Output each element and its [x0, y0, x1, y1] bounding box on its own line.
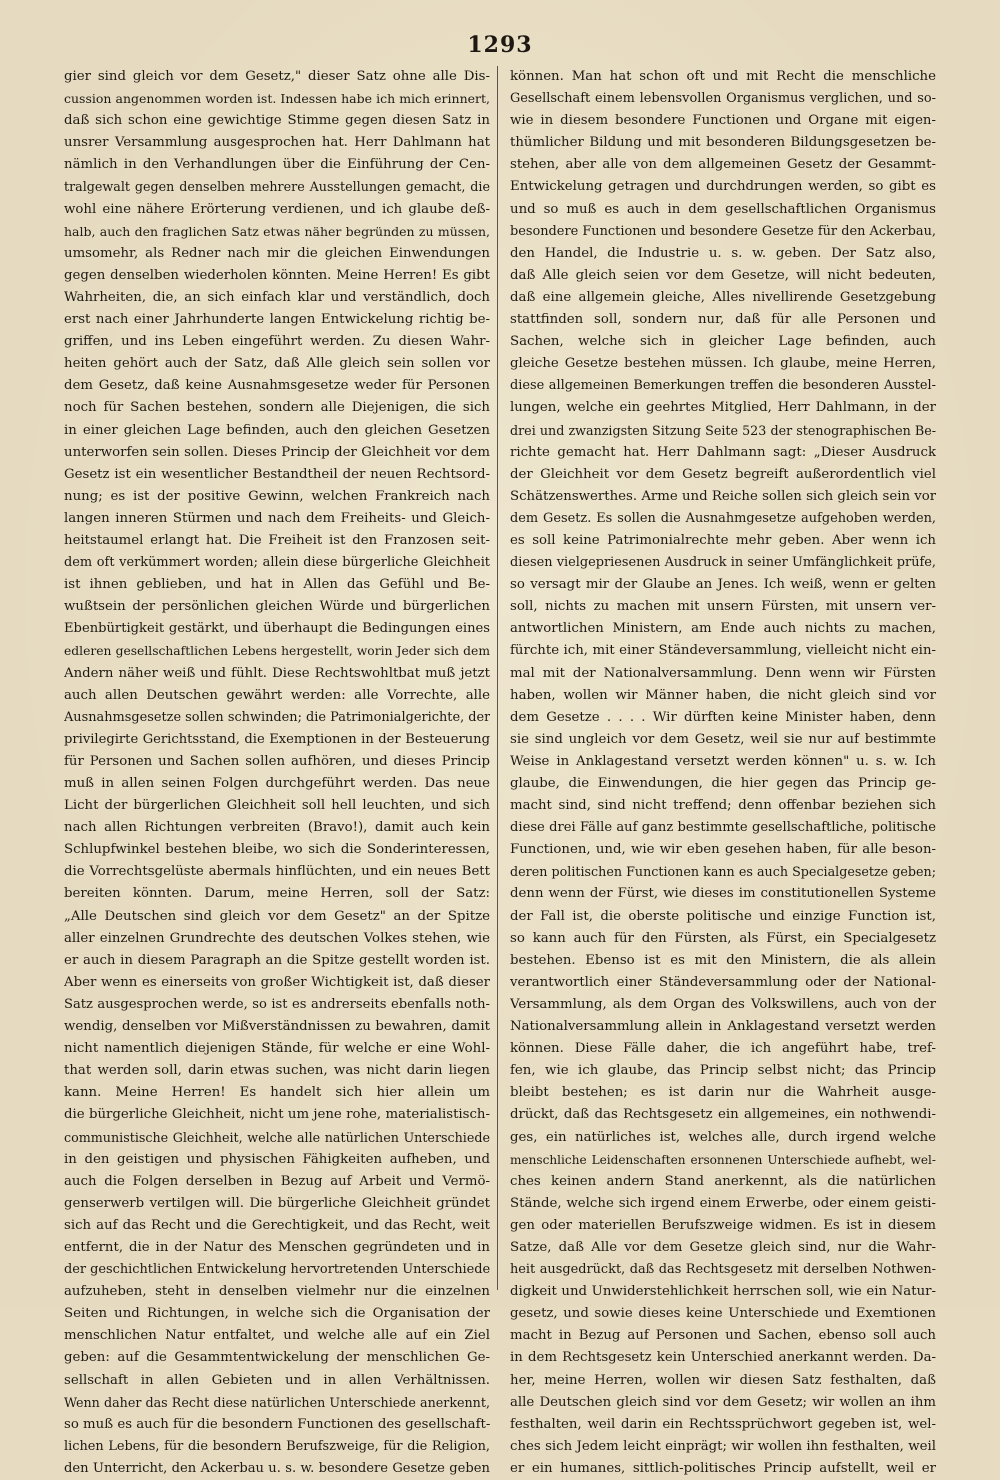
- text-line: es soll keine Patrimonialrechte mehr geben. Aber wenn ich: [510, 532, 936, 548]
- text-line: fen, wie ich glaube, das Princip selbst nicht; das Princip: [510, 1063, 936, 1079]
- text-line: Schlupfwinkel bestehen bleibe, wo sich die Sonderinteressen,: [64, 842, 490, 858]
- text-line: so kann auch für den Fürsten, als Fürst, ein Specialgesetz: [510, 930, 936, 946]
- text-line: Aber wenn es einerseits von großer Wichtigkeit ist, daß dieser: [64, 974, 490, 990]
- text-line: Schätzenswerthes. Arme und Reiche sollen sich gleich sein vor: [510, 488, 936, 504]
- text-line: Ausnahmsgesetze sollen schwinden; die Patrimonialgerichte, der: [64, 709, 490, 725]
- text-line: soll, nichts zu machen mit unsern Fürsten, mit unsern ver-: [510, 599, 936, 615]
- text-line: that werden soll, darin etwas suchen, was nicht darin liegen: [64, 1063, 490, 1079]
- text-line: wie in diesem besondere Functionen und Organe mit eigen-: [510, 113, 936, 129]
- text-line: dem oft verkümmert worden; allein diese bürgerliche Gleichheit: [64, 555, 490, 571]
- text-line: er auch in diesem Paragraph an die Spitze gestellt worden ist.: [64, 952, 490, 968]
- text-line: verantwortlich einer Ständeversammlung oder der National-: [510, 974, 936, 990]
- text-line: Versammlung, als dem Organ des Volkswillens, auch von der: [510, 996, 936, 1012]
- text-line: Sachen, welche sich in gleicher Lage befinden, auch: [510, 334, 936, 350]
- text-line: langen inneren Stürmen und nach dem Freiheits- und Gleich-: [64, 510, 490, 526]
- right-column: [510, 66, 936, 1480]
- text-line: Licht der bürgerlichen Gleichheit soll hell leuchten, und sich: [64, 798, 490, 814]
- text-line: wendig, denselben vor Mißverständnissen zu bewahren, damit: [64, 1019, 490, 1035]
- text-line: den Handel, die Industrie u. s. w. geben. Der Satz also,: [510, 245, 936, 261]
- text-line: glaube, die Einwendungen, die hier gegen das Princip ge-: [510, 776, 936, 791]
- text-line: geben: auf die Gesammtentwickelung der menschlichen Ge-: [64, 1350, 490, 1366]
- text-line: menschlichen Natur entfaltet, und welche alle auf ein Ziel: [64, 1328, 490, 1344]
- text-line: die Vorrechtsgelüste abermals hinflüchten, und ein neues Bett: [64, 864, 490, 880]
- text-line: communistische Gleichheit, welche alle natürlichen Unterschiede: [64, 1129, 490, 1145]
- text-line: gier sind gleich vor dem Gesetz," dieser Satz ohne alle Dis-: [64, 69, 490, 84]
- text-line: Wahrheiten, die, an sich einfach klar und verständlich, doch: [64, 289, 490, 305]
- text-line: Satz ausgesprochen werde, so ist es andrerseits ebenfalls noth-: [64, 996, 490, 1012]
- left-column: [64, 66, 490, 1480]
- text-line: drei und zwanzigsten Sitzung Seite 523 der stenographischen Be-: [510, 422, 936, 438]
- text-line: ches sich Jedem leicht einprägt; wir wollen ihn festhalten, weil: [510, 1438, 936, 1454]
- text-line: sich auf das Recht und die Gerechtigkeit, und das Recht, weit: [64, 1217, 490, 1233]
- text-line: gegen denselben wiederholen könnten. Meine Herren! Es gibt: [64, 267, 490, 283]
- text-line: in einer gleichen Lage befinden, auch den gleichen Gesetzen: [64, 422, 490, 438]
- text-line: sellschaft in allen Gebieten und in allen Verhältnissen.: [64, 1372, 490, 1388]
- text-line: stattfinden soll, sondern nur, daß für alle Personen und: [510, 312, 936, 328]
- text-line: lichen Lebens, für die besondern Berufszweige, für die Religion,: [64, 1438, 490, 1454]
- text-line: noch für Sachen bestehen, sondern alle Diejenigen, die sich: [64, 400, 490, 416]
- text-line: nämlich in den Verhandlungen über die Einführung der Cen-: [64, 157, 490, 173]
- text-line: lungen, welche ein geehrtes Mitglied, Herr Dahlmann, in der: [510, 400, 936, 416]
- text-line: der Fall ist, die oberste politische und einzige Function ist,: [510, 908, 936, 924]
- text-line: Weise in Anklagestand versetzt werden können" u. s. w. Ich: [510, 753, 936, 769]
- text-line: bestehen. Ebenso ist es mit den Ministern, die als allein: [510, 952, 936, 968]
- text-line: Nationalversammlung allein in Anklagestand versetzt werden: [510, 1019, 936, 1035]
- text-line: drückt, daß das Rechtsgesetz ein allgemeines, ein nothwendi-: [510, 1107, 936, 1123]
- text-line: umsomehr, als Redner nach mir die gleichen Einwendungen: [64, 245, 490, 261]
- text-line: diesen vielgepriesenen Ausdruck in seiner Umfänglichkeit prüfe,: [510, 555, 936, 571]
- text-line: Ebenbürtigkeit gestärkt, und überhaupt die Bedingungen eines: [64, 621, 490, 637]
- text-line: macht in Bezug auf Personen und Sachen, ebenso soll auch: [510, 1328, 936, 1344]
- text-line: für Personen und Sachen sollen aufhören, und dieses Princip: [64, 753, 490, 769]
- text-line: bereiten könnten. Darum, meine Herren, soll der Satz:: [64, 886, 490, 902]
- text-line: in den geistigen und physischen Fähigkeiten aufheben, und: [64, 1151, 490, 1167]
- text-line: gen oder materiellen Berufszweige widmen. Es ist in diesem: [510, 1217, 936, 1233]
- text-line: auch die Folgen derselben in Bezug auf Arbeit und Vermö-: [64, 1173, 490, 1189]
- text-line: die bürgerliche Gleichheit, nicht um jene rohe, materialistisch-: [64, 1107, 490, 1123]
- text-line: nach allen Richtungen verbreiten (Bravo!), damit auch kein: [64, 820, 490, 836]
- text-line: fürchte ich, mit einer Ständeversammlung, vielleicht nicht ein-: [510, 643, 936, 659]
- text-line: Andern näher weiß und fühlt. Diese Rechtswohltbat muß jetzt: [64, 665, 490, 681]
- text-line: können. Diese Fälle daher, die ich angeführt habe, tref-: [510, 1041, 936, 1057]
- text-line: daß sich schon eine gewichtige Stimme gegen diesen Satz in: [64, 113, 490, 129]
- text-line: besondere Functionen und besondere Gesetze für den Ackerbau,: [510, 223, 936, 239]
- text-line: der Gleichheit vor dem Gesetz begreift außerordentlich viel: [510, 466, 936, 482]
- text-line: dem Gesetze . . . . Wir dürften keine Minister haben, denn: [510, 709, 936, 725]
- text-line: so versagt mir der Glaube an Jenes. Ich weiß, wenn er gelten: [510, 577, 936, 593]
- text-line: Satze, daß Alle vor dem Gesetze gleich sind, nur die Wahr-: [510, 1239, 936, 1255]
- text-line: der geschichtlichen Entwickelung hervortretenden Unterschiede: [64, 1262, 490, 1278]
- text-line: wohl eine nähere Erörterung verdienen, und ich glaube deß-: [64, 201, 490, 217]
- text-line: den Unterricht, den Ackerbau u. s. w. besondere Gesetze geben: [64, 1460, 490, 1476]
- text-line: unsrer Versammlung ausgesprochen hat. Herr Dahlmann hat: [64, 135, 490, 151]
- text-line: alle Deutschen gleich sind vor dem Gesetz; wir wollen an ihm: [510, 1394, 936, 1410]
- text-line: gesetz, und sowie dieses keine Unterschiede und Exemtionen: [510, 1306, 936, 1322]
- text-line: er ein humanes, sittlich-politisches Princip aufstellt, weil er: [510, 1460, 936, 1476]
- text-line: stehen, aber alle von dem allgemeinen Gesetz der Gesammt-: [510, 157, 936, 173]
- text-line: ges, ein natürliches ist, welches alle, durch irgend welche: [510, 1129, 936, 1145]
- text-line: menschliche Leidenschaften ersonnenen Unterschiede aufhebt, wel-: [510, 1152, 936, 1167]
- text-line: denn wenn der Fürst, wie dieses im constitutionellen Systeme: [510, 886, 936, 902]
- text-line: Gesetz ist ein wesentlicher Bestandtheil der neuen Rechtsord-: [64, 466, 490, 482]
- text-line: mal mit der Nationalversammlung. Denn wenn wir Fürsten: [510, 665, 936, 681]
- text-line: erst nach einer Jahrhunderte langen Entwickelung richtig be-: [64, 312, 490, 328]
- column-divider: [497, 66, 498, 1290]
- text-line: auch allen Deutschen gewährt werden: alle Vorrechte, alle: [64, 687, 490, 703]
- text-line: tralgewalt gegen denselben mehrere Ausstellungen gemacht, die: [64, 179, 490, 195]
- text-line: und so muß es auch in dem gesellschaftlichen Organismus: [510, 201, 936, 217]
- text-line: thümlicher Bildung und mit besonderen Bildungsgesetzen be-: [510, 135, 936, 151]
- page-number: 1293: [467, 32, 533, 58]
- text-line: in dem Rechtsgesetz kein Unterschied anerkannt werden. Da-: [510, 1350, 936, 1366]
- text-line: nicht namentlich diejenigen Stände, für welche er eine Wohl-: [64, 1041, 490, 1057]
- text-line: Gesellschaft einem lebensvollen Organismus verglichen, und so-: [510, 91, 936, 107]
- text-line: deren politischen Functionen kann es auch Specialgesetze geben;: [510, 864, 936, 880]
- text-line: heit ausgedrückt, daß das Rechtsgesetz mit derselben Nothwen-: [510, 1262, 936, 1278]
- text-line: her, meine Herren, wollen wir diesen Satz festhalten, daß: [510, 1372, 936, 1388]
- text-line: daß eine allgemein gleiche, Alles nivellirende Gesetzgebung: [510, 289, 936, 305]
- text-line: aufzuheben, steht in denselben vielmehr nur die einzelnen: [64, 1284, 490, 1300]
- text-line: Entwickelung getragen und durchdrungen werden, so gibt es: [510, 179, 936, 195]
- text-line: ist ihnen geblieben, und hat in Allen das Gefühl und Be-: [64, 577, 490, 593]
- text-line: Stände, welche sich irgend einem Erwerbe, oder einem geisti-: [510, 1195, 936, 1211]
- text-line: griffen, und ins Leben eingeführt werden. Zu diesen Wahr-: [64, 334, 490, 350]
- text-line: sie sind ungleich vor dem Gesetz, weil sie nur auf bestimmte: [510, 731, 936, 747]
- text-line: genserwerb vertilgen will. Die bürgerliche Gleichheit gründet: [64, 1195, 490, 1211]
- text-line: diese allgemeinen Bemerkungen treffen die besonderen Ausstel-: [510, 378, 936, 394]
- text-line: dem Gesetz, daß keine Ausnahmsgesetze weder für Personen: [64, 378, 490, 394]
- text-line: edleren gesellschaftlichen Lebens hergestellt, worin Jeder sich dem: [64, 644, 490, 659]
- text-line: haben, wollen wir Männer haben, die nicht gleich sind vor: [510, 687, 936, 703]
- text-line: unterworfen sein sollen. Dieses Princip der Gleichheit vor dem: [64, 444, 490, 460]
- text-line: digkeit und Unwiderstehlichkeit herrschen soll, wie ein Natur-: [510, 1284, 936, 1300]
- text-line: richte gemacht hat. Herr Dahlmann sagt: „Dieser Ausdruck: [510, 444, 936, 460]
- text-line: halb, auch den fraglichen Satz etwas näher begründen zu müssen,: [64, 223, 490, 239]
- text-line: so muß es auch für die besondern Functionen des gesellschaft-: [64, 1416, 490, 1432]
- text-line: gleiche Gesetze bestehen müssen. Ich glaube, meine Herren,: [510, 356, 936, 372]
- text-line: heiten gehört auch der Satz, daß Alle gleich sein sollen vor: [64, 356, 490, 372]
- text-line: nung; es ist der positive Gewinn, welchen Frankreich nach: [64, 488, 490, 504]
- text-line: daß Alle gleich seien vor dem Gesetze, will nicht bedeuten,: [510, 267, 936, 283]
- text-line: bleibt bestehen; es ist darin nur die Wahrheit ausge-: [510, 1085, 936, 1101]
- text-line: „Alle Deutschen sind gleich vor dem Gesetz" an der Spitze: [64, 908, 490, 924]
- text-line: cussion angenommen worden ist. Indessen habe ich mich erinnert,: [64, 91, 490, 107]
- text-line: antwortlichen Ministern, am Ende auch nichts zu machen,: [510, 621, 936, 637]
- text-line: muß in allen seinen Folgen durchgeführt werden. Das neue: [64, 776, 490, 791]
- text-line: Wenn daher das Recht diese natürlichen Unterschiede anerkennt,: [64, 1394, 490, 1410]
- text-line: kann. Meine Herren! Es handelt sich hier allein um: [64, 1085, 490, 1101]
- text-line: aller einzelnen Grundrechte des deutschen Volkes stehen, wie: [64, 930, 490, 946]
- text-line: ches keinen andern Stand anerkennt, als die natürlichen: [510, 1173, 936, 1189]
- text-line: festhalten, weil darin ein Rechtssprüchwort gegeben ist, wel-: [510, 1416, 936, 1432]
- text-line: heitstaumel erlangt hat. Die Freiheit ist den Franzosen seit-: [64, 532, 490, 548]
- text-line: macht sind, sind nicht treffend; denn offenbar beziehen sich: [510, 798, 936, 814]
- text-line: privilegirte Gerichtsstand, die Exemptionen in der Besteuerung: [64, 731, 490, 747]
- text-line: diese drei Fälle auf ganz bestimmte gesellschaftliche, politische: [510, 820, 936, 836]
- text-line: entfernt, die in der Natur des Menschen gegründeten und in: [64, 1239, 490, 1255]
- text-line: wußtsein der persönlichen gleichen Würde und bürgerlichen: [64, 599, 490, 615]
- text-line: Seiten und Richtungen, in welche sich die Organisation der: [64, 1306, 490, 1322]
- text-line: können. Man hat schon oft und mit Recht die menschliche: [510, 69, 936, 84]
- text-line: dem Gesetz. Es sollen die Ausnahmgesetze aufgehoben werden,: [510, 510, 936, 526]
- text-line: Functionen, und, wie wir eben gesehen haben, für alle beson-: [510, 842, 936, 858]
